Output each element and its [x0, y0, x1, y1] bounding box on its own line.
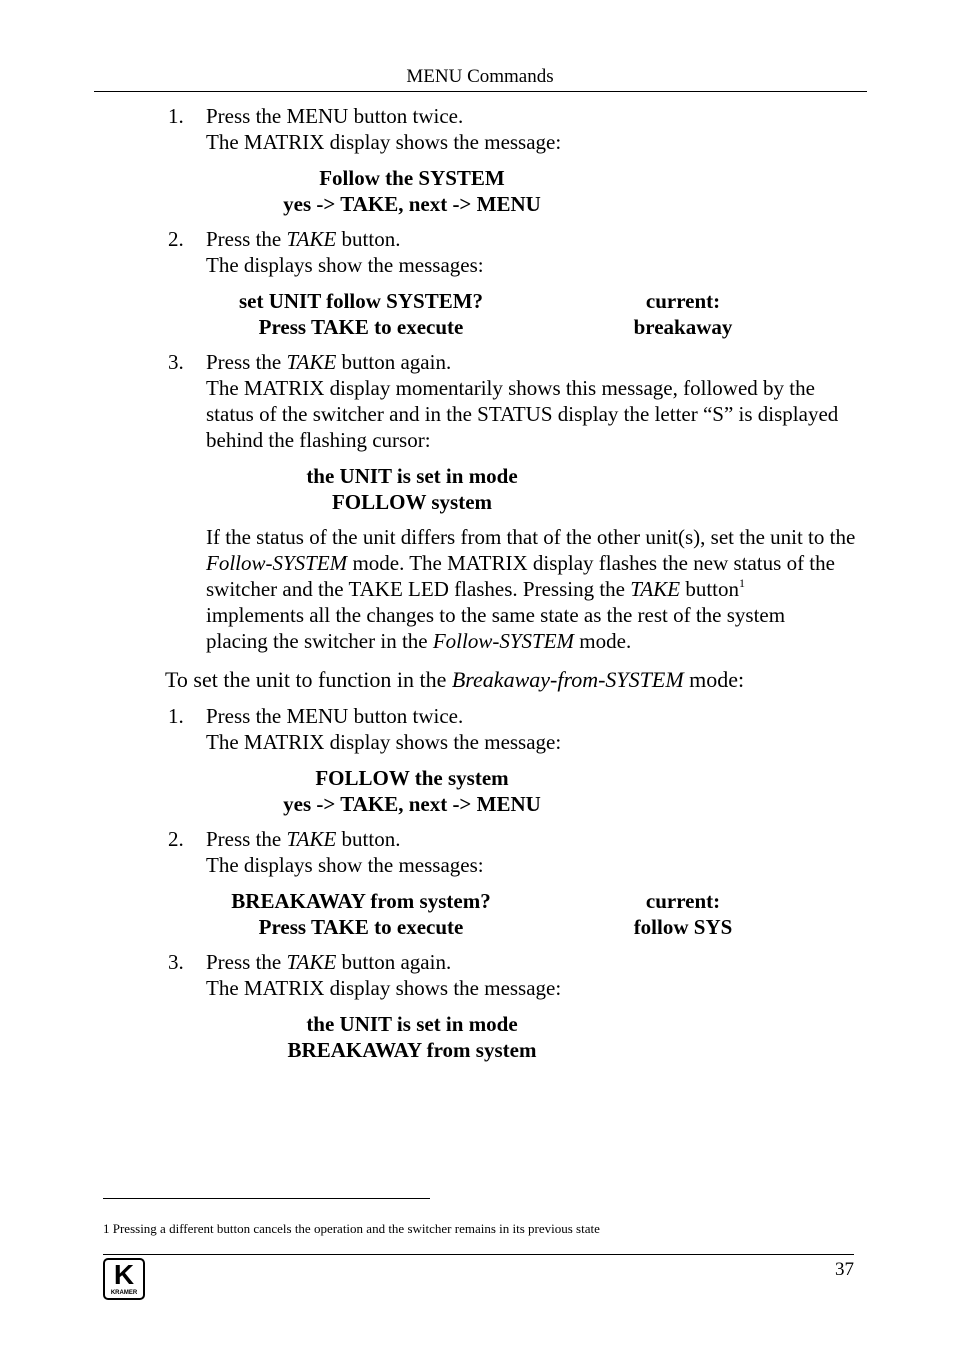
display-message: [212, 765, 612, 817]
step-line: Press the MENU button twice.: [206, 704, 464, 728]
step-line: The MATRIX display shows the message:: [206, 976, 562, 1000]
message-line: Press TAKE to execute: [258, 315, 464, 339]
page-number: 37: [835, 1259, 854, 1280]
section-intro: [165, 667, 744, 693]
message-line: BREAKAWAY from system: [287, 1038, 537, 1062]
footnote-rule: [103, 1198, 430, 1199]
step-number: 3.: [168, 950, 184, 974]
display-message: [212, 1011, 612, 1063]
step-line: The MATRIX display momentarily shows this message, followed by the: [206, 376, 815, 400]
display-message: [212, 165, 612, 217]
step-line: behind the flashing cursor:: [206, 428, 431, 452]
message-line: yes -> TAKE, next -> MENU: [283, 792, 541, 816]
message-line: Follow the SYSTEM: [319, 166, 505, 190]
emphasis: TAKE: [286, 227, 337, 251]
step-line: The MATRIX display shows the message:: [206, 730, 562, 754]
message-line: Press TAKE to execute: [258, 915, 464, 939]
step-number: 2.: [168, 827, 184, 851]
text-run: Press the: [206, 827, 287, 851]
para-line: implements all the changes to the same state as the rest of the system: [206, 603, 786, 627]
text-run: mode.: [574, 629, 632, 653]
text-run: button: [680, 577, 739, 601]
step-text: [206, 949, 561, 1001]
message-line: yes -> TAKE, next -> MENU: [283, 192, 541, 216]
message-line: FOLLOW the system: [315, 766, 509, 790]
running-header: MENU Commands: [406, 66, 554, 87]
header-rule: [94, 91, 867, 92]
display-message: [212, 463, 612, 515]
text-run: Press the: [206, 227, 287, 251]
step-line: [206, 949, 561, 975]
text-run: button.: [336, 227, 401, 251]
step-line: The MATRIX display shows the message:: [206, 130, 562, 154]
message-line: the UNIT is set in mode: [306, 464, 518, 488]
emphasis: TAKE: [630, 577, 681, 601]
para-line: [206, 550, 855, 576]
text-run: Press the: [206, 350, 287, 374]
status-display-message: [583, 888, 783, 940]
step-line: [206, 349, 838, 375]
text-run: button again.: [336, 950, 452, 974]
message-line: breakaway: [633, 315, 733, 339]
message-line: BREAKAWAY from system?: [231, 889, 491, 913]
para-line: [206, 628, 855, 654]
text-run: switcher and the TAKE LED flashes. Pressing the: [206, 577, 631, 601]
logo-text: KRAMER: [110, 1290, 138, 1296]
text-run: placing the switcher in the: [206, 629, 433, 653]
step-line: The displays show the messages:: [206, 253, 484, 277]
step-number: 1.: [168, 104, 184, 128]
step-line: status of the switcher and in the STATUS display the letter “S” is displayed: [206, 402, 839, 426]
step-line: The displays show the messages:: [206, 853, 484, 877]
step-number: 2.: [168, 227, 184, 251]
step-text: [206, 103, 561, 155]
text-run: To set the unit to function in the: [165, 667, 452, 692]
emphasis: TAKE: [286, 350, 337, 374]
step-line: Press the MENU button twice.: [206, 104, 464, 128]
emphasis: TAKE: [286, 950, 337, 974]
para-line: If the status of the unit differs from that of the other unit(s), set the unit to the: [206, 525, 856, 549]
step-text: [206, 226, 484, 278]
step-number: 3.: [168, 350, 184, 374]
message-line: the UNIT is set in mode: [306, 1012, 518, 1036]
step-text: [206, 349, 838, 453]
kramer-logo: [103, 1258, 145, 1300]
footer-rule: [103, 1254, 854, 1255]
message-line: current:: [645, 889, 721, 913]
text-run: mode. The MATRIX display flashes the new status of the: [347, 551, 835, 575]
text-run: mode:: [683, 667, 745, 692]
status-display-message: [583, 288, 783, 340]
text-run: button again.: [336, 350, 452, 374]
matrix-display-message: [161, 288, 561, 340]
footnote-ref: 1: [738, 576, 745, 590]
explanation-paragraph: [206, 524, 855, 654]
para-line: [206, 576, 855, 602]
message-line: follow SYS: [633, 915, 733, 939]
step-text: [206, 826, 484, 878]
logo-letter: K: [113, 1259, 135, 1290]
footnote: 1 Pressing a different button cancels the operation and the switcher remains in its previous state: [103, 1221, 600, 1236]
step-text: [206, 703, 561, 755]
step-line: [206, 226, 484, 252]
message-line: FOLLOW system: [331, 490, 493, 514]
message-line: current:: [645, 289, 721, 313]
step-line: [206, 826, 484, 852]
emphasis: Follow-SYSTEM: [432, 629, 575, 653]
emphasis: TAKE: [286, 827, 337, 851]
emphasis: Follow-SYSTEM: [206, 551, 348, 575]
text-run: Press the: [206, 950, 287, 974]
message-line: set UNIT follow SYSTEM?: [238, 289, 484, 313]
matrix-display-message: [161, 888, 561, 940]
emphasis: Breakaway-from-SYSTEM: [451, 667, 684, 692]
step-number: 1.: [168, 704, 184, 728]
text-run: button.: [336, 827, 401, 851]
